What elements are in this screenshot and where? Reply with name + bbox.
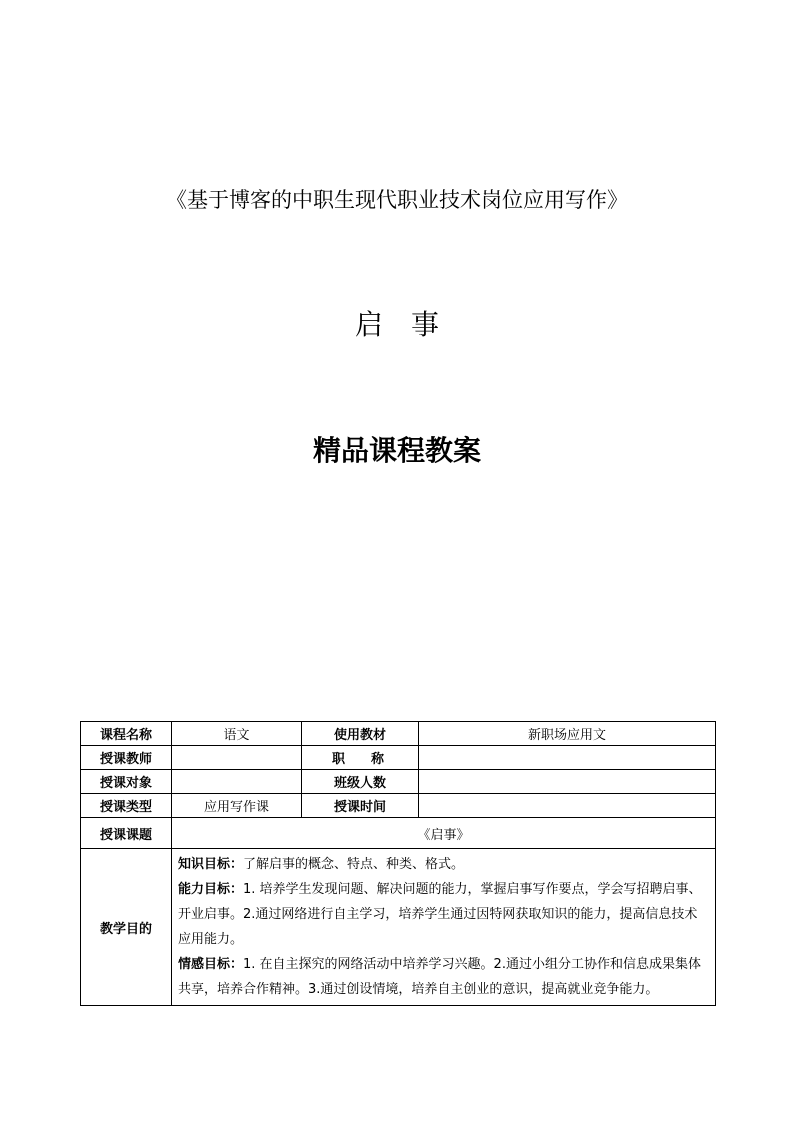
table-row [81,722,716,746]
teacher-label: 授课教师 [81,746,172,770]
knowledge-goal-label: 知识目标： [178,857,244,872]
ability-goal-text: 1. 培养学生发现问题、解决问题的能力，掌握启事写作要点，学会写招聘启事、开业启事。2.通过网络进行自主学习，培养学生通过因特网获取知识的能力，提高信息技术应用能力。 [178,882,702,947]
textbook-label: 使用教材 [302,722,419,746]
job-title-label: 职称 [302,746,419,770]
lesson-time-value [419,794,716,818]
lesson-title: 启事 [354,308,467,341]
teacher-value [172,746,302,770]
goals-label: 教学目的 [81,849,172,1006]
topic-label: 授课课题 [81,818,172,849]
textbook-value: 新职场应用文 [419,722,716,746]
course-name-value: 语文 [172,722,302,746]
audience-label: 授课对象 [81,770,172,794]
emotion-goal-label: 情感目标： [178,957,244,972]
table-row [81,794,716,818]
lesson-type-label: 授课类型 [81,794,172,818]
class-size-label: 班级人数 [302,770,419,794]
knowledge-goal-text: 了解启事的概念、特点、种类、格式。 [243,857,465,872]
lesson-type-value: 应用写作课 [172,794,302,818]
teaching-goals [172,849,716,1006]
series-title: 《基于博客的中职生现代职业技术岗位应用写作》 [166,188,628,212]
class-size-value [419,770,716,794]
audience-value [172,770,302,794]
emotion-goal-text: 1. 在自主探究的网络活动中培养学习兴趣。2.通过小组分工协作和信息成果集体共享，培养合作精神。3.通过创设情境，培养自主创业的意识，提高就业竞争能力。 [178,957,701,997]
lesson-time-label: 授课时间 [302,794,419,818]
knowledge-goal [178,852,709,877]
emotion-goal [178,952,709,1002]
document-type-heading: 精品课程教案 [312,434,481,467]
table-row [81,849,716,1006]
table-row [81,818,716,849]
course-name-label: 课程名称 [81,722,172,746]
ability-goal [178,877,709,952]
course-info-table [80,721,716,1006]
job-title-value [419,746,716,770]
table-row [81,746,716,770]
topic-value: 《启事》 [172,818,716,849]
table-row [81,770,716,794]
ability-goal-label: 能力目标： [178,882,244,897]
